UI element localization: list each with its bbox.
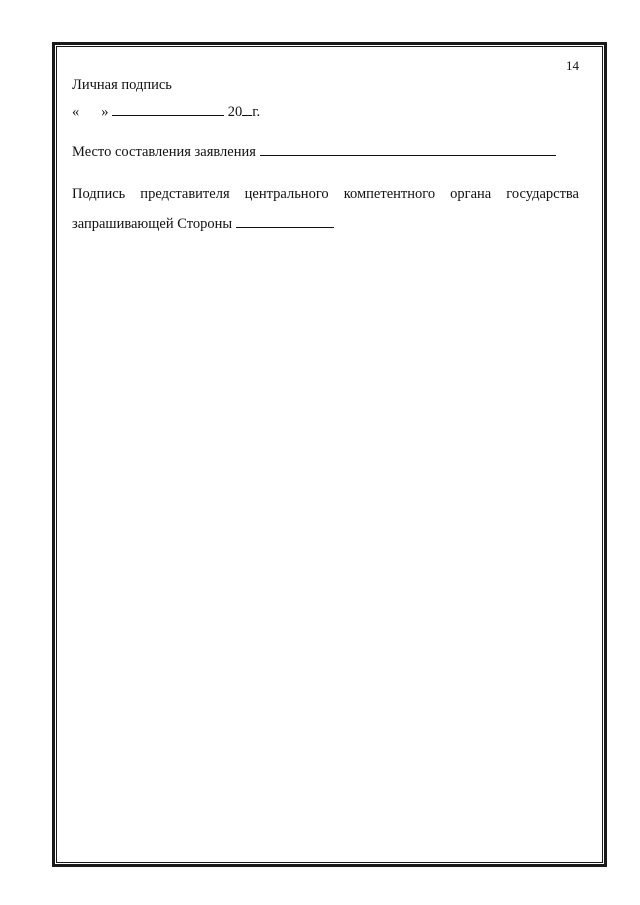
page-frame-inner xyxy=(56,46,603,863)
representative-line2 xyxy=(72,214,334,233)
year-suffix: г. xyxy=(252,104,261,120)
date-month-blank[interactable] xyxy=(112,102,224,116)
representative-signature-text: Подпись представителя центрального компетентного органа государства xyxy=(72,186,579,202)
year-blank[interactable] xyxy=(242,102,252,116)
place-line xyxy=(72,142,556,161)
requesting-party-label: запрашивающей Стороны xyxy=(72,216,233,232)
place-label: Место составления заявления xyxy=(72,144,256,160)
place-blank[interactable] xyxy=(260,142,556,156)
date-line xyxy=(72,102,260,121)
page-number: 14 xyxy=(566,58,579,73)
quote-close: » xyxy=(101,104,109,120)
representative-signature-blank[interactable] xyxy=(236,214,334,228)
personal-signature-label: Личная подпись xyxy=(72,77,172,93)
quote-open: « xyxy=(72,104,80,120)
year-prefix: 20 xyxy=(227,104,243,120)
